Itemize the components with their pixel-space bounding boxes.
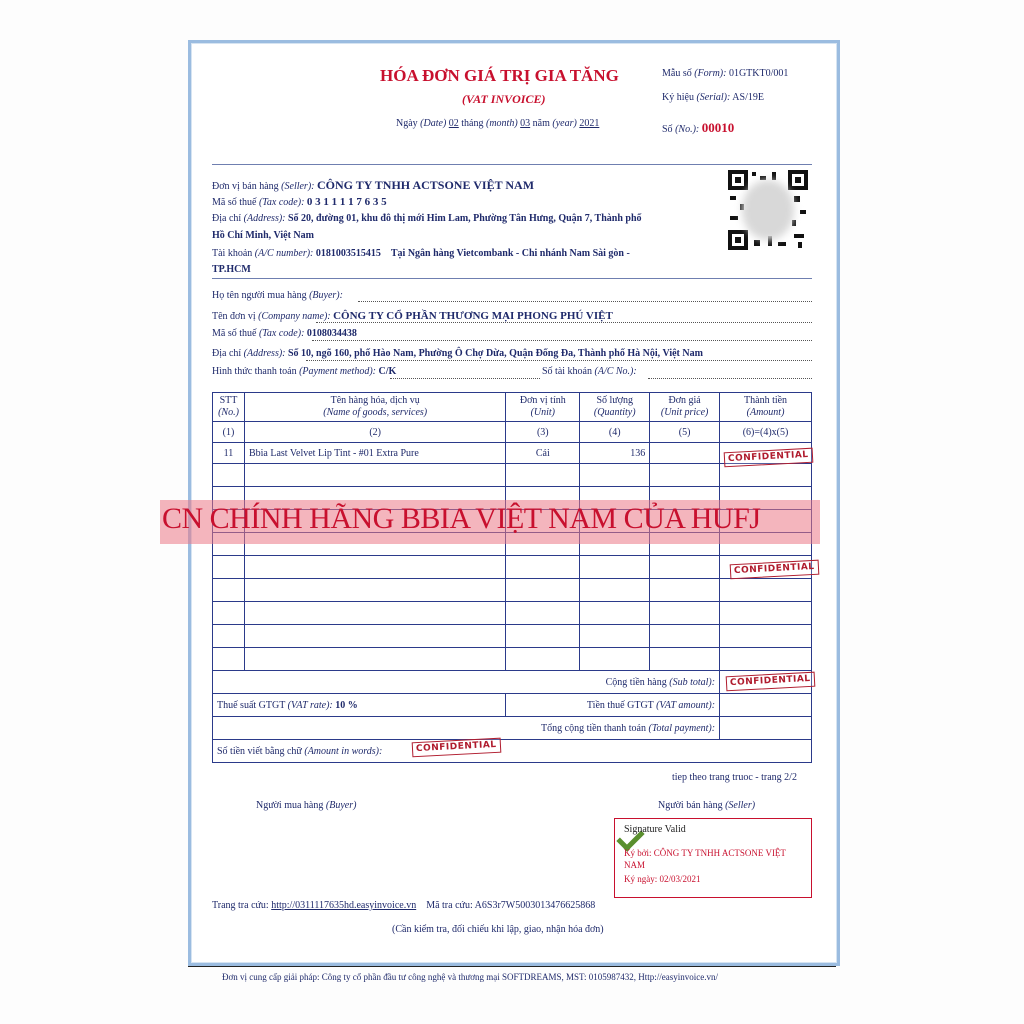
confidential-stamp: CONFIDENTIAL [724, 448, 813, 468]
divider [212, 164, 812, 165]
lookup-url-link[interactable]: http://0311117635hd.easyinvoice.vn [271, 900, 417, 911]
dotted-line [306, 360, 812, 361]
table-row [213, 579, 812, 602]
signed-by-text: Ký bởi: CÔNG TY TNHH ACTSONE VIỆT [624, 848, 786, 858]
buyer-company-row: Tên đơn vị (Company name): CÔNG TY CỔ PHẦN THƯƠNG MẠI PHONG PHÚ VIỆT [212, 310, 613, 322]
signed-by-text-2: NAM [624, 860, 646, 870]
footer-divider [188, 966, 836, 967]
payment-method-row: Hình thức thanh toán (Payment method): C/K [212, 366, 397, 377]
lookup-row: Trang tra cứu: http://0311117635hd.easyinvoice.vn Mã tra cứu: A6S3r7W5003013476625868 [212, 900, 596, 911]
total-row: Tổng cộng tiền thanh toán (Total payment): [213, 717, 812, 740]
buyer-name-row: Họ tên người mua hàng (Buyer): [212, 290, 343, 301]
provider-footer: Đơn vị cung cấp giải pháp: Công ty cổ phần đầu tư công nghệ và thương mại SOFTDREAMS, MST: 0105987432, Http://easyinvoice.vn/ [222, 972, 719, 982]
dotted-line [390, 378, 540, 379]
confidential-stamp: CONFIDENTIAL [726, 672, 815, 692]
table-header-row: STT (No.) Tên hàng hóa, dịch vụ (Name of goods, services) Đơn vị tính (Unit) Số lượng (Quantity) Đơn giá (Unit price) Thành tiền (Amount) [213, 393, 812, 422]
vat-row: Thuế suất GTGT (VAT rate): 10 % Tiền thuế GTGT (VAT amount): [213, 694, 812, 717]
table-row [213, 602, 812, 625]
seller-tax-row: Mã số thuế (Tax code): 0 3 1 1 1 1 7 6 3 5 [212, 196, 387, 208]
invoice-number: Số (No.): 00010 [662, 120, 735, 135]
seller-address-row: Địa chỉ (Address): Số 20, đường 01, khu đô thị mới Him Lam, Phường Tân Hưng, Quận 7, Thành phố [212, 213, 642, 224]
amount-words-row: Số tiền viết bằng chữ (Amount in words): [213, 740, 812, 763]
table-row [213, 648, 812, 671]
serial-number: Ký hiệu (Serial): AS/19E [662, 92, 764, 103]
page-continued: tiep theo trang truoc - trang 2/2 [672, 772, 797, 783]
buyer-tax-row: Mã số thuế (Tax code): 0108034438 [212, 328, 357, 339]
goods-table [212, 392, 812, 763]
qr-blur [742, 180, 794, 240]
watermark-banner-text: CN CHÍNH HÃNG BBIA VIỆT NAM CỦA HUFJ [162, 502, 761, 535]
table-row [213, 556, 812, 579]
buyer-name-field[interactable] [358, 301, 812, 302]
subtotal-row: Cộng tiền hàng (Sub total): [213, 671, 812, 694]
signature-valid-text: Signature Valid [624, 824, 686, 835]
table-row: 11 Bbia Last Velvet Lip Tint - #01 Extra Pure Cái 136 [213, 443, 812, 464]
seller-bank-line2: TP.HCM [212, 264, 251, 275]
seller-address-line2: Hồ Chí Minh, Việt Nam [212, 230, 314, 241]
dotted-line [316, 322, 812, 323]
table-row [213, 625, 812, 648]
invoice-subtitle: (VAT INVOICE) [462, 92, 546, 106]
seller-account-row: Tài khoản (A/C number): 0181003515415 Tại Ngân hàng Vietcombank - Chi nhánh Nam Sài gòn - [212, 248, 630, 259]
account-no-row: Số tài khoản (A/C No.): [542, 366, 637, 377]
buyer-signature-label: Người mua hàng (Buyer) [256, 800, 357, 811]
lookup-note: (Cần kiểm tra, đối chiếu khi lập, giao, nhận hóa đơn) [392, 924, 604, 935]
buyer-address-row: Địa chỉ (Address): Số 10, ngõ 160, phố Hào Nam, Phường Ô Chợ Dừa, Quận Đống Đa, Thành phố Hà Nội, Việt Nam [212, 348, 703, 359]
invoice-date: Ngày (Date) 02 tháng (month) 03 năm (year) 2021 [396, 118, 600, 129]
seller-name-row: Đơn vị bán hàng (Seller): CÔNG TY TNHH ACTSONE VIỆT NAM [212, 178, 535, 192]
invoice-title: HÓA ĐƠN GIÁ TRỊ GIA TĂNG [380, 66, 619, 85]
divider [212, 278, 812, 279]
table-colnum-row: (1) (2) (3) (4) (5) (6)=(4)x(5) [213, 422, 812, 443]
confidential-stamp: CONFIDENTIAL [412, 738, 501, 758]
form-number: Mẫu số (Form): 01GTKT0/001 [662, 68, 789, 79]
confidential-stamp: CONFIDENTIAL [730, 560, 819, 580]
dotted-line [312, 340, 812, 341]
table-row [213, 464, 812, 487]
dotted-line [648, 378, 812, 379]
seller-signature-label: Người bán hàng (Seller) [658, 800, 756, 811]
signed-date-text: Ký ngày: 02/03/2021 [624, 874, 701, 884]
